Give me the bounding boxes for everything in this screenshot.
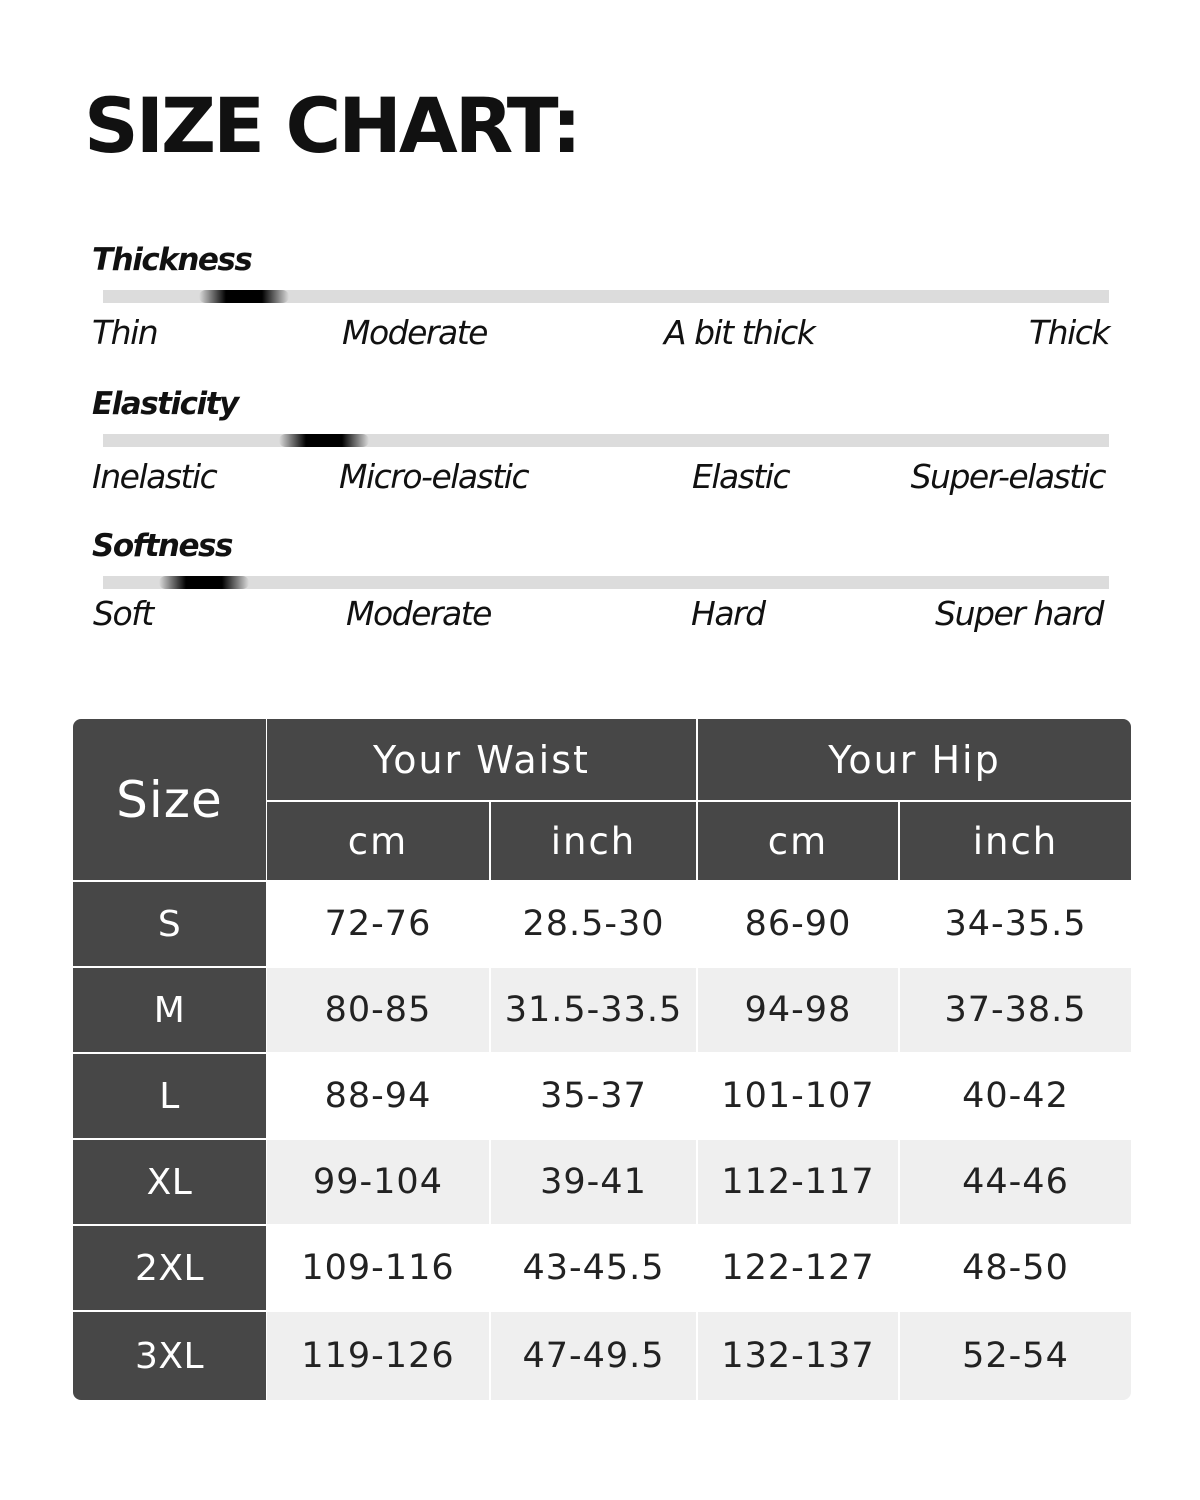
row-size-3xl: 3XL [73, 1312, 266, 1400]
row-size-s: S [73, 882, 266, 966]
elasticity-indicator [279, 434, 369, 447]
table-cell: 37-38.5 [900, 968, 1131, 1052]
hip-cm-header: cm [698, 802, 898, 880]
table-cell: 109-116 [267, 1226, 489, 1310]
waist-group-header: Your Waist [267, 719, 696, 800]
size-column-header: Size [73, 719, 266, 880]
table-cell: 99-104 [267, 1140, 489, 1224]
row-size-2xl: 2XL [73, 1226, 266, 1310]
table-cell: 48-50 [900, 1226, 1131, 1310]
waist-cm-header: cm [267, 802, 489, 880]
thickness-level-moderate: Moderate [342, 313, 487, 352]
softness-level-super-hard: Super hard [935, 594, 1103, 633]
page-title: SIZE CHART: [84, 81, 579, 170]
elasticity-title: Elasticity [92, 386, 238, 422]
table-cell: 43-45.5 [491, 1226, 696, 1310]
elasticity-level-elastic: Elastic [692, 457, 790, 496]
hip-group-header: Your Hip [698, 719, 1131, 800]
table-cell: 119-126 [267, 1312, 489, 1400]
table-cell: 88-94 [267, 1054, 489, 1138]
table-cell: 31.5-33.5 [491, 968, 696, 1052]
softness-scale [103, 576, 1109, 589]
table-cell: 40-42 [900, 1054, 1131, 1138]
elasticity-scale [103, 434, 1109, 447]
table-cell: 86-90 [698, 882, 898, 966]
thickness-level-thick: Thick [1029, 313, 1109, 352]
thickness-title: Thickness [92, 242, 252, 278]
waist-inch-header: inch [491, 802, 696, 880]
thickness-indicator [199, 290, 289, 303]
elasticity-level-micro-elastic: Micro-elastic [339, 457, 529, 496]
table-cell: 72-76 [267, 882, 489, 966]
thickness-scale [103, 290, 1109, 303]
table-cell: 80-85 [267, 968, 489, 1052]
table-cell: 34-35.5 [900, 882, 1131, 966]
table-cell: 28.5-30 [491, 882, 696, 966]
table-cell: 39-41 [491, 1140, 696, 1224]
hip-inch-header: inch [900, 802, 1131, 880]
row-size-xl: XL [73, 1140, 266, 1224]
softness-level-moderate: Moderate [346, 594, 491, 633]
table-cell: 122-127 [698, 1226, 898, 1310]
softness-level-soft: Soft [93, 594, 153, 633]
row-size-m: M [73, 968, 266, 1052]
softness-level-hard: Hard [691, 594, 765, 633]
softness-indicator [159, 576, 249, 589]
elasticity-level-super-elastic: Super-elastic [910, 457, 1105, 496]
table-cell: 47-49.5 [491, 1312, 696, 1400]
softness-title: Softness [92, 528, 232, 564]
table-cell: 112-117 [698, 1140, 898, 1224]
table-cell: 44-46 [900, 1140, 1131, 1224]
table-cell: 94-98 [698, 968, 898, 1052]
thickness-level-thin: Thin [92, 313, 158, 352]
row-size-l: L [73, 1054, 266, 1138]
size-table [73, 719, 1131, 1400]
table-cell: 132-137 [698, 1312, 898, 1400]
table-cell: 35-37 [491, 1054, 696, 1138]
table-cell: 101-107 [698, 1054, 898, 1138]
table-cell: 52-54 [900, 1312, 1131, 1400]
elasticity-level-inelastic: Inelastic [92, 457, 217, 496]
thickness-level-a-bit-thick: A bit thick [664, 313, 815, 352]
